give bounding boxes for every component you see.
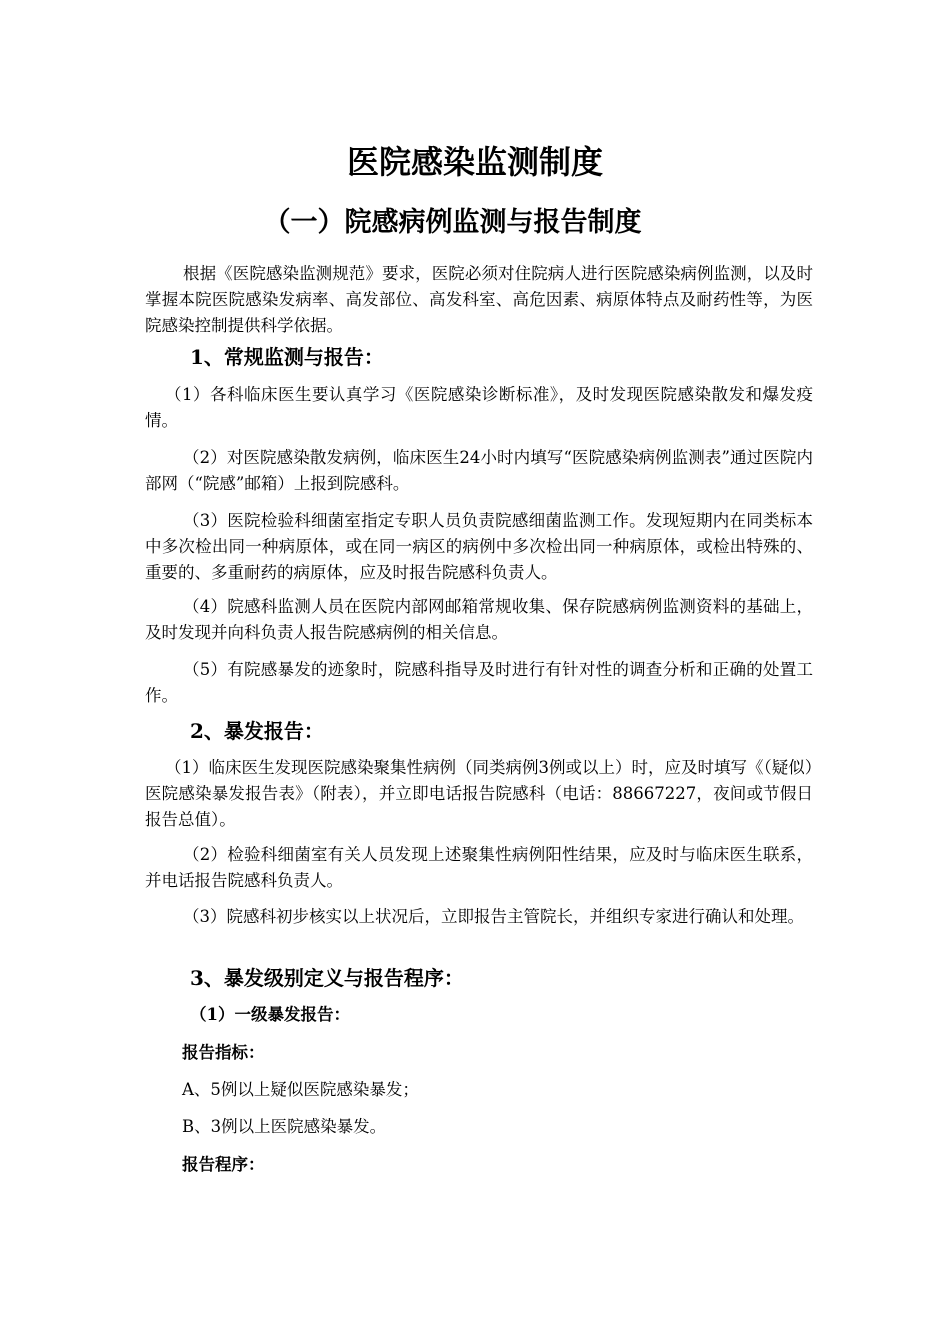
document-subtitle: （一）院感病例监测与报告制度 (263, 207, 642, 238)
section2-paragraph-1: （1）临床医生发现医院感染聚集性病例（同类病例3例或以上）时，应及时填写《（疑似）医院感染暴发报告表》（附表），并立即电话报告院感科（电话：88667227，夜间或节假日报告总值）。 (145, 758, 813, 829)
section1-paragraph-5: （5）有院感暴发的迹象时，院感科指导及时进行有针对性的调查分析和正确的处置工作。 (145, 660, 813, 705)
section1-heading: 1、常规监测与报告： (190, 345, 384, 369)
section2-paragraph-3: （3）院感科初步核实以上状况后，立即报告主管院长，并组织专家进行确认和处理。 (183, 907, 804, 926)
section1-paragraph-4: （4）院感科监测人员在医院内部网邮箱常规收集、保存院感病例监测资料的基础上，及时发现并向科负责人报告院感病例的相关信息。 (145, 597, 813, 642)
section1-paragraph-2: （2）对医院感染散发病例，临床医生24小时内填写“医院感染病例监测表”通过医院内部网（“院感”邮箱）上报到院感科。 (145, 448, 813, 493)
section2-heading: 2、暴发报告： (190, 719, 324, 743)
intro-paragraph: 根据《医院感染监测规范》要求，医院必须对住院病人进行医院感染病例监测，以及时掌握本院医院感染发病率、高发部位、高发科室、高危因素、病原体特点及耐药性等，为医院感染控制提供科学依据。 (145, 264, 813, 335)
report-procedure-label: 报告程序： (182, 1155, 265, 1174)
section3-subheading-level1: （1）一级暴发报告： (190, 1005, 350, 1024)
document-title: 医院感染监测制度 (346, 143, 603, 181)
indicator-item-a: A、5例以上疑似医院感染暴发； (182, 1080, 419, 1099)
indicator-item-b: B、3例以上医院感染暴发。 (182, 1117, 387, 1136)
report-indicator-label: 报告指标： (182, 1043, 265, 1062)
section1-paragraph-1: （1）各科临床医生要认真学习《医院感染诊断标准》，及时发现医院感染散发和爆发疫情。 (145, 385, 813, 430)
section2-paragraph-2: （2）检验科细菌室有关人员发现上述聚集性病例阳性结果，应及时与临床医生联系，并电话报告院感科负责人。 (145, 845, 813, 890)
section1-paragraph-3: （3）医院检验科细菌室指定专职人员负责院感细菌监测工作。发现短期内在同类标本中多次检出同一种病原体，或在同一病区的病例中多次检出同一种病原体，或检出特殊的、重要的、多重耐药的病原体，应及时报告院感科负责人。 (145, 511, 813, 582)
section3-heading: 3、暴发级别定义与报告程序： (190, 966, 464, 990)
